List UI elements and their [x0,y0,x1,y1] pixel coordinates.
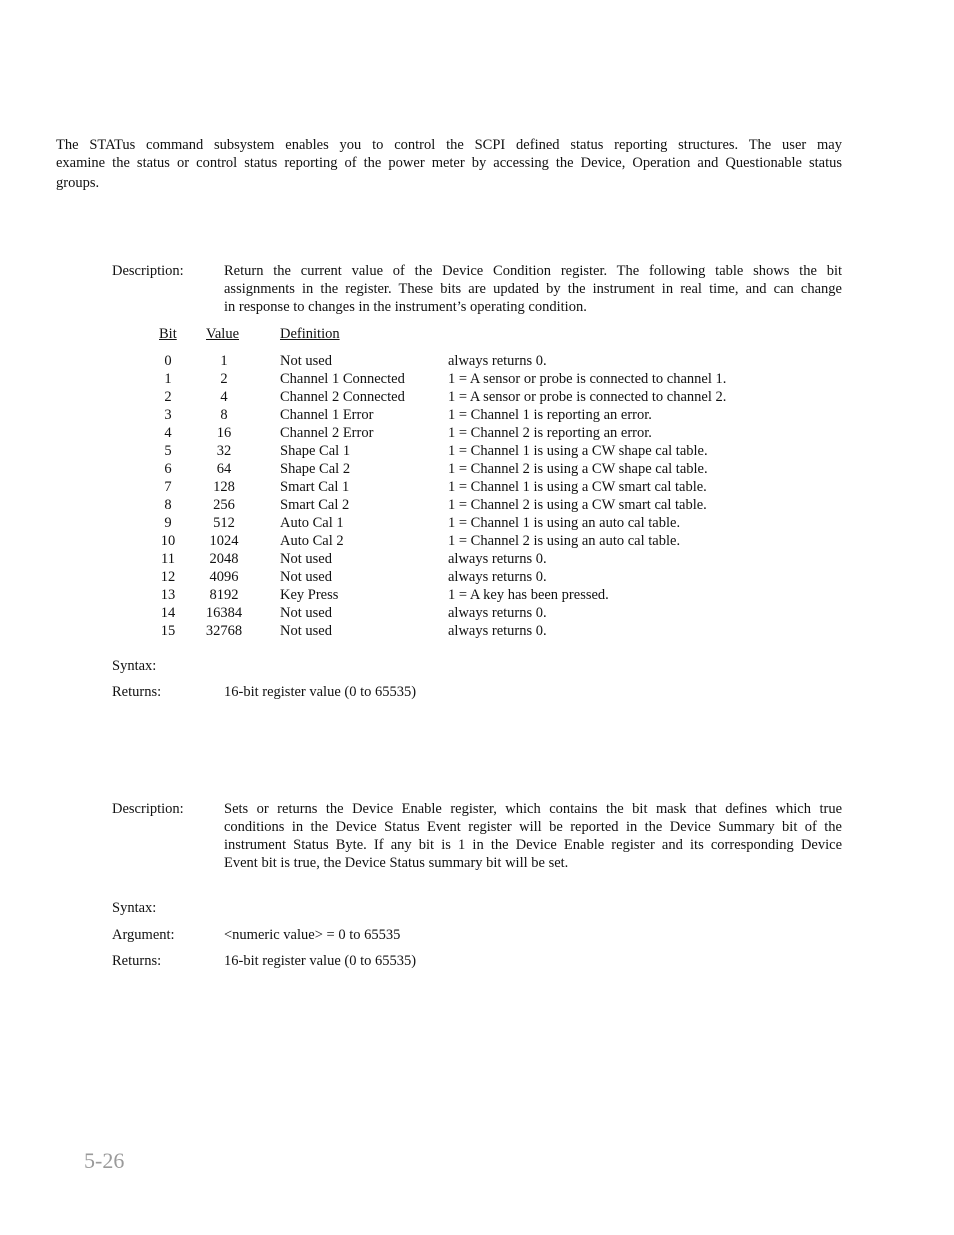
value-cell: 2 [220,371,228,387]
section1-description-label: Description: [112,263,184,279]
definition-cell: Auto Cal 1 [280,515,344,531]
note-cell: 1 = Channel 2 is reporting an error. [448,425,652,441]
note-cell: 1 = Channel 2 is using an auto cal table. [448,533,681,549]
section1-description-line-1: Return the current value of the Device Condition register. The following table shows the bit [224,263,842,279]
definition-cell: Shape Cal 1 [280,443,351,459]
definition-cell: Key Press [280,587,339,603]
note-cell: 1 = Channel 2 is using a CW shape cal table. [448,461,708,477]
definition-cell: Not used [280,623,332,639]
value-cell: 2048 [209,551,239,567]
note-cell: always returns 0. [448,353,547,369]
bit-cell: 8 [164,497,172,513]
note-cell: always returns 0. [448,623,547,639]
intro-paragraph [56,136,842,192]
bit-cell: 12 [160,569,176,585]
bit-cell: 14 [160,605,176,621]
section1-description [224,262,842,316]
value-cell: 16384 [205,605,243,621]
definition-cell: Channel 1 Error [280,407,374,423]
section1-description-line-2: assignments in the register. These bits are updated by the instrument in real time, and can change [224,281,842,297]
section1-syntax-label: Syntax: [112,658,157,674]
note-cell: 1 = Channel 1 is using a CW smart cal table. [448,479,707,495]
note-cell: always returns 0. [448,569,547,585]
section1-returns-value: 16-bit register value (0 to 65535) [224,684,417,700]
note-cell: 1 = Channel 1 is reporting an error. [448,407,652,423]
value-cell: 128 [213,479,235,495]
header-definition: Definition [280,326,340,342]
bit-cell: 0 [164,353,172,369]
bit-cell: 6 [164,461,172,477]
section2-description-label: Description: [112,801,184,817]
bit-table [0,352,954,642]
section2-syntax-label: Syntax: [112,900,157,916]
note-cell: 1 = Channel 1 is using an auto cal table. [448,515,681,531]
definition-cell: Not used [280,605,332,621]
header-bit: Bit [159,326,177,342]
value-cell: 256 [213,497,235,513]
note-cell: 1 = A key has been pressed. [448,587,609,603]
value-cell: 1024 [209,533,239,549]
definition-cell: Channel 1 Connected [280,371,405,387]
section2-returns-value: 16-bit register value (0 to 65535) [224,953,417,969]
intro-line-1: The STATus command subsystem enables you to control the SCPI defined status reporting structures. The user may [56,137,842,153]
intro-line-2: examine the status or control status reporting of the power meter by accessing the Device, Operation and Questionable status [56,155,842,171]
definition-cell: Not used [280,551,332,567]
value-cell: 32 [216,443,232,459]
header-value: Value [206,326,240,342]
definition-cell: Smart Cal 1 [280,479,350,495]
section2-description-line-2: conditions in the Device Status Event register will be reported in the Device Summary bit of the [224,819,842,835]
definition-cell: Auto Cal 2 [280,533,344,549]
page-number: 5-26 [84,1148,125,1173]
value-cell: 16 [216,425,232,441]
note-cell: 1 = Channel 1 is using a CW shape cal table. [448,443,708,459]
note-cell: 1 = Channel 2 is using a CW smart cal table. [448,497,707,513]
bit-cell: 4 [164,425,172,441]
bit-cell: 7 [164,479,172,495]
value-cell: 512 [213,515,235,531]
section2-argument-label: Argument: [112,927,175,943]
definition-cell: Not used [280,353,332,369]
value-cell: 32768 [205,623,243,639]
note-cell: 1 = A sensor or probe is connected to channel 2. [448,389,727,405]
bit-cell: 9 [164,515,172,531]
value-cell: 1 [220,353,228,369]
section2-description [224,800,842,872]
definition-cell: Shape Cal 2 [280,461,351,477]
bit-cell: 13 [160,587,176,603]
bit-cell: 10 [160,533,176,549]
value-cell: 64 [216,461,232,477]
definition-cell: Not used [280,569,332,585]
section2-description-line-1: Sets or returns the Device Enable register, which contains the bit mask that defines which true [224,801,842,817]
value-cell: 4 [220,389,228,405]
bit-cell: 15 [160,623,176,639]
bit-cell: 3 [164,407,172,423]
section1-returns-label: Returns: [112,684,162,700]
note-cell: 1 = A sensor or probe is connected to channel 1. [448,371,727,387]
intro-line-3: groups. [56,175,100,191]
section2-argument-value: <numeric value> = 0 to 65535 [224,927,401,943]
definition-cell: Channel 2 Error [280,425,374,441]
section2-returns-label: Returns: [112,953,162,969]
section1-description-line-3: in response to changes in the instrument’s operating condition. [224,299,587,315]
section2-description-line-3: instrument Status Byte. If any bit is 1 in the Device Enable register and its corresponding Device [224,837,842,853]
value-cell: 8 [220,407,228,423]
value-cell: 8192 [209,587,239,603]
definition-cell: Smart Cal 2 [280,497,350,513]
note-cell: always returns 0. [448,551,547,567]
section2-description-line-4: Event bit is true, the Device Status summary bit will be set. [224,855,569,871]
bit-cell: 1 [164,371,172,387]
definition-cell: Channel 2 Connected [280,389,405,405]
value-cell: 4096 [209,569,239,585]
bit-cell: 2 [164,389,172,405]
note-cell: always returns 0. [448,605,547,621]
bit-cell: 11 [161,551,175,567]
bit-cell: 5 [164,443,172,459]
